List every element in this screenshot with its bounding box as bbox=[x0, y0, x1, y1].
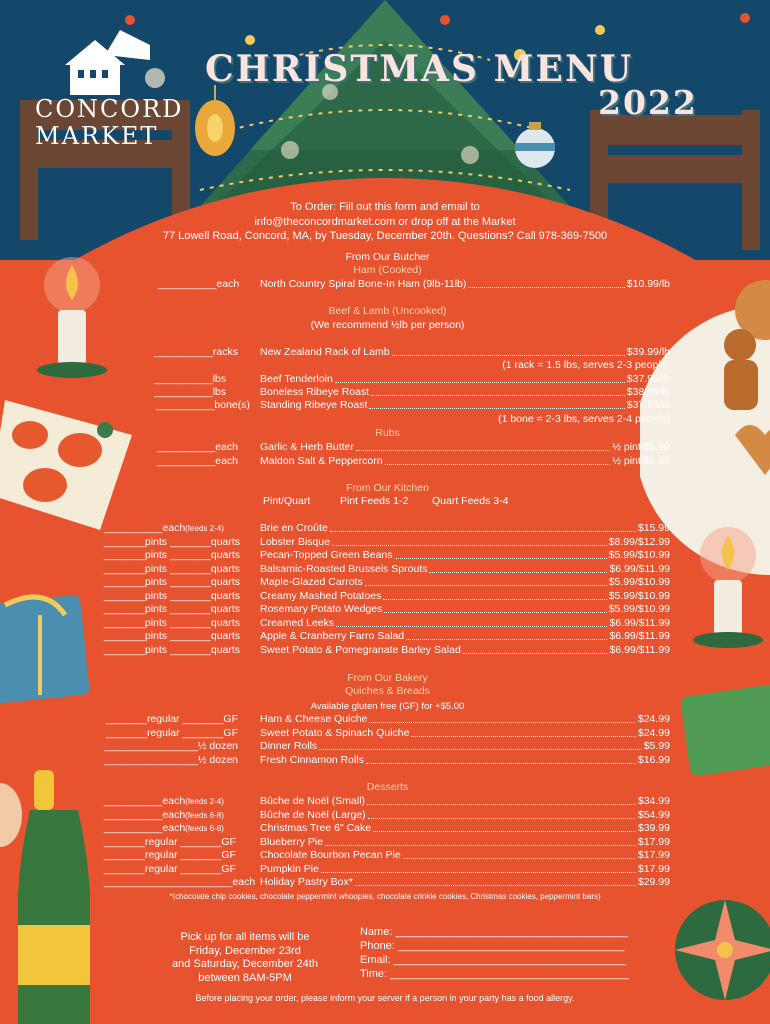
feeds-note: (feeds 2-4) bbox=[185, 524, 224, 533]
butcher-heading: From Our Butcher bbox=[345, 251, 430, 263]
kitchen-pint-quart-blank[interactable]: _______pints _______quarts bbox=[104, 589, 241, 602]
menu-year: 2022 bbox=[598, 83, 698, 122]
item-name: Holiday Pastry Box* bbox=[260, 876, 353, 888]
dot-leader bbox=[355, 876, 636, 886]
tenderloin-quantity-blank[interactable]: __________lbs bbox=[154, 373, 226, 385]
dot-leader bbox=[330, 522, 636, 532]
bone-note: (1 bone = 2-3 lbs, serves 2-4 people) bbox=[498, 413, 670, 425]
rubs-subheading: Rubs bbox=[375, 427, 400, 439]
item-price: $6.99/$11.99 bbox=[609, 630, 670, 642]
menu-item-ham bbox=[260, 278, 670, 291]
item-name: Chocolate Bourbon Pecan Pie bbox=[260, 849, 401, 861]
name-field[interactable]: Name: ______________________________________ bbox=[360, 926, 628, 938]
standing-ribeye-quantity-blank[interactable]: __________bone(s) bbox=[156, 399, 250, 411]
blank-text: __________each bbox=[104, 795, 186, 807]
item-price: $37.99/lb bbox=[626, 399, 670, 411]
item-name: Balsamic-Roasted Brussels Sprouts bbox=[260, 562, 428, 575]
item-name: Pumpkin Pie bbox=[260, 862, 319, 875]
dot-leader bbox=[406, 630, 607, 640]
item-name: Rosemary Potato Wedges bbox=[260, 603, 383, 615]
menu-item-dessert bbox=[260, 836, 670, 849]
item-name: Blueberry Pie bbox=[260, 835, 324, 848]
kitchen-pint-quart-blank[interactable]: _______pints _______quarts bbox=[104, 576, 241, 588]
gluten-free-note: Available gluten free (GF) for +$5.00 bbox=[310, 701, 465, 712]
kitchen-pint-quart-blank[interactable]: _______pints _______quarts bbox=[104, 630, 241, 642]
item-name: North Country Spiral Bone-In Ham (9lb-11lb) bbox=[260, 278, 467, 290]
item-price: $17.99 bbox=[637, 835, 670, 848]
time-field[interactable]: Time: _______________________________________ bbox=[360, 968, 629, 980]
dessert-quantity-blank[interactable] bbox=[104, 863, 236, 875]
dot-leader bbox=[429, 563, 607, 573]
candle-left-icon bbox=[37, 257, 107, 378]
dot-leader bbox=[319, 740, 642, 750]
beef-note: (We recommend ½lb per person) bbox=[310, 319, 465, 331]
bakery-quantity-blank[interactable]: _______regular _______GF bbox=[106, 713, 238, 725]
ornament-stripe-icon bbox=[515, 122, 555, 168]
quiches-subheading: Quiches & Breads bbox=[345, 685, 430, 697]
poinsettia-icon bbox=[675, 900, 770, 1000]
item-price: $38.99/lb bbox=[626, 386, 670, 398]
dot-leader bbox=[383, 590, 606, 600]
item-name: Brie en Croûte bbox=[260, 522, 328, 534]
blank-text: _______regular _______GF bbox=[104, 835, 236, 848]
feeds-note: (feeds 6-8) bbox=[185, 824, 224, 833]
blank-text: __________each bbox=[104, 808, 186, 821]
item-price: $6.99/$11.99 bbox=[609, 616, 670, 629]
beef-subheading: Beef & Lamb (Uncooked) bbox=[328, 305, 447, 317]
champagne-glass-icon bbox=[0, 783, 22, 847]
blank-text: __________each bbox=[104, 522, 186, 534]
menu-item-kitchen bbox=[260, 644, 670, 657]
item-price: $54.99 bbox=[637, 808, 670, 821]
dot-leader bbox=[369, 713, 635, 723]
item-price: $5.99/$10.99 bbox=[608, 589, 670, 602]
pickup-line-1: Pick up for all items will be bbox=[180, 931, 310, 943]
menu-item-dessert bbox=[260, 876, 670, 889]
dot-leader bbox=[336, 617, 607, 627]
menu-item-kitchen bbox=[260, 563, 670, 576]
item-name: Maple-Glazed Carrots bbox=[260, 576, 363, 588]
gift-box-green-icon bbox=[680, 683, 770, 776]
item-name: Pecan-Topped Green Beans bbox=[260, 549, 393, 561]
order-instructions bbox=[100, 200, 670, 244]
gift-box-blue-icon bbox=[0, 595, 90, 705]
kitchen-col-pint-quart: Pint/Quart bbox=[263, 495, 311, 507]
butter-quantity-blank[interactable]: __________each bbox=[156, 441, 238, 453]
ham-subheading: Ham (Cooked) bbox=[353, 264, 422, 276]
menu-item-kitchen bbox=[260, 617, 670, 630]
candle-right-icon bbox=[693, 527, 763, 648]
desserts-heading: Desserts bbox=[366, 781, 409, 793]
dot-leader bbox=[321, 863, 636, 873]
dessert-quantity-blank[interactable] bbox=[104, 795, 224, 807]
menu-item-bakery bbox=[260, 740, 670, 753]
item-price: $8.99/$12.99 bbox=[608, 535, 670, 548]
item-price: $24.99 bbox=[637, 713, 670, 725]
menu-item-lamb bbox=[260, 346, 670, 359]
kitchen-pint-quart-blank[interactable]: _______pints _______quarts bbox=[104, 643, 241, 656]
menu-title: CHRISTMAS MENU bbox=[205, 48, 634, 90]
customer-form bbox=[360, 925, 629, 981]
dessert-quantity-blank[interactable] bbox=[104, 822, 224, 834]
champagne-bottle-icon bbox=[18, 770, 90, 1024]
menu-item-kitchen bbox=[260, 630, 670, 643]
item-name: Bûche de Noël (Large) bbox=[260, 808, 366, 821]
item-price: $5.99/$10.99 bbox=[608, 576, 670, 588]
menu-item-dessert bbox=[260, 795, 670, 808]
item-name: Creamy Mashed Potatoes bbox=[260, 589, 382, 602]
dot-leader bbox=[395, 549, 607, 559]
kitchen-heading: From Our Kitchen bbox=[346, 482, 429, 494]
menu-item-maldon-salt bbox=[260, 455, 670, 468]
feeds-note: (feeds 6-8) bbox=[185, 810, 224, 820]
item-name: Creamed Leeks bbox=[260, 616, 335, 629]
item-name: Bûche de Noël (Small) bbox=[260, 795, 366, 807]
dot-leader bbox=[367, 795, 636, 805]
pickup-line-3: and Saturday, December 24th bbox=[172, 958, 318, 970]
logo-line-2: MARKET bbox=[35, 122, 159, 150]
item-name: Lobster Bisque bbox=[260, 535, 331, 548]
kitchen-pint-quart-blank[interactable]: _______pints _______quarts bbox=[104, 549, 241, 561]
item-price: $16.99 bbox=[637, 753, 670, 766]
dot-leader bbox=[366, 754, 636, 764]
item-price: ½ pint/$5.99 bbox=[612, 455, 670, 467]
item-price: ½ pint/$5.99 bbox=[612, 441, 670, 453]
kitchen-pint-quart-blank[interactable]: _______pints _______quarts bbox=[104, 603, 241, 615]
item-price: $29.99 bbox=[637, 876, 670, 888]
lamb-quantity-blank[interactable]: __________racks bbox=[154, 346, 238, 358]
dot-leader bbox=[403, 849, 636, 859]
menu-item-dessert bbox=[260, 822, 670, 835]
menu-item-kitchen bbox=[260, 590, 670, 603]
dessert-quantity-blank[interactable] bbox=[104, 809, 224, 821]
dot-leader bbox=[325, 836, 636, 846]
menu-item-dessert bbox=[260, 809, 670, 822]
menu-item-kitchen bbox=[260, 536, 670, 549]
pastry-box-footnote: *(chocolate chip cookies, chocolate peppermint whoopies, chocolate crinkle cookies, Christmas cookies, peppermint bars) bbox=[169, 892, 601, 901]
item-price: $24.99 bbox=[637, 726, 670, 739]
item-name: Garlic & Herb Butter bbox=[260, 441, 354, 453]
menu-item-kitchen bbox=[260, 603, 670, 616]
item-price: $37.99/lb bbox=[626, 373, 670, 385]
bakery-quantity-blank[interactable]: ________________½ dozen bbox=[104, 740, 238, 752]
dessert-quantity-blank[interactable] bbox=[104, 876, 255, 888]
allergy-footer: Before placing your order, please inform your server if a person in your party has a food allergy. bbox=[195, 993, 575, 1003]
ribeye-quantity-blank[interactable]: __________lbs bbox=[154, 386, 226, 398]
salt-quantity-blank[interactable]: __________each bbox=[156, 455, 238, 467]
bakery-quantity-blank[interactable]: _______regular _______GF bbox=[106, 726, 238, 739]
menu-item-kitchen bbox=[260, 522, 670, 535]
item-price: $15.99 bbox=[637, 522, 670, 534]
item-price: $5.99 bbox=[643, 740, 670, 752]
concord-market-logo-icon bbox=[65, 30, 150, 95]
dessert-quantity-blank[interactable] bbox=[104, 849, 236, 861]
blank-text: ______________________each bbox=[104, 876, 256, 888]
ham-quantity-blank[interactable]: __________each bbox=[158, 278, 240, 290]
ornament-gold-icon bbox=[195, 85, 235, 156]
food-tray-icon bbox=[0, 400, 132, 530]
pickup-line-4: between 8AM-5PM bbox=[198, 971, 292, 984]
menu-item-bakery bbox=[260, 754, 670, 767]
menu-item-kitchen bbox=[260, 549, 670, 562]
item-price: $17.99 bbox=[637, 849, 670, 861]
menu-item-bakery bbox=[260, 727, 670, 740]
item-name: Dinner Rolls bbox=[260, 740, 318, 752]
kitchen-pint-quart-blank[interactable]: _______pints _______quarts bbox=[104, 535, 241, 548]
menu-item-garlic-butter bbox=[260, 441, 670, 454]
item-name: Christmas Tree 6" Cake bbox=[260, 822, 372, 834]
kitchen-pint-quart-blank[interactable]: _______pints _______quarts bbox=[104, 562, 241, 575]
item-name: Sweet Potato & Pomegranate Barley Salad bbox=[260, 643, 461, 656]
item-price: $34.99 bbox=[637, 795, 670, 807]
item-price: $6.99/$11.99 bbox=[609, 643, 670, 656]
item-name: Beef Tenderloin bbox=[260, 373, 333, 385]
item-price: $17.99 bbox=[637, 862, 670, 875]
item-price: $39.99 bbox=[637, 822, 670, 834]
item-name: Standing Ribeye Roast bbox=[260, 399, 368, 411]
menu-item-tenderloin bbox=[260, 373, 670, 386]
blank-text: __________each bbox=[104, 822, 186, 834]
item-price: $5.99/$10.99 bbox=[608, 603, 670, 615]
dot-leader bbox=[332, 536, 607, 546]
menu-item-ribeye bbox=[260, 386, 670, 399]
lamb-note: (1 rack = 1.5 lbs, serves 2-3 people) bbox=[502, 359, 670, 371]
order-line-1: To Order: Fill out this form and email to bbox=[290, 201, 480, 213]
feeds-note: (feeds 2-4) bbox=[185, 797, 224, 806]
menu-item-standing-ribeye bbox=[260, 399, 670, 412]
item-name: Sweet Potato & Spinach Quiche bbox=[260, 726, 410, 739]
menu-item-kitchen bbox=[260, 576, 670, 589]
dessert-quantity-blank[interactable] bbox=[104, 836, 236, 848]
pickup-line-2: Friday, December 23rd bbox=[189, 944, 301, 957]
blank-text: _______regular _______GF bbox=[104, 849, 236, 861]
bakery-heading: From Our Bakery bbox=[347, 672, 428, 684]
dot-leader bbox=[365, 576, 607, 586]
item-name: Fresh Cinnamon Rolls bbox=[260, 753, 364, 766]
brie-quantity-blank[interactable] bbox=[104, 522, 224, 534]
item-name: New Zealand Rack of Lamb bbox=[260, 346, 390, 358]
item-price: $10.99/lb bbox=[626, 278, 670, 290]
email-field[interactable]: Email: ______________________________________ bbox=[360, 954, 627, 966]
menu-item-dessert bbox=[260, 849, 670, 862]
phone-field[interactable]: Phone: _____________________________________ bbox=[360, 940, 625, 952]
dot-leader bbox=[463, 644, 608, 654]
dot-leader bbox=[384, 603, 606, 613]
dot-leader bbox=[368, 809, 636, 819]
dot-leader bbox=[411, 727, 635, 737]
dot-leader bbox=[373, 822, 636, 832]
blank-text: _______regular _______GF bbox=[104, 862, 236, 875]
item-price: $6.99/$11.99 bbox=[609, 562, 670, 575]
menu-item-dessert bbox=[260, 863, 670, 876]
kitchen-col-pint-feeds: Pint Feeds 1-2 bbox=[340, 495, 409, 507]
order-line-3: 77 Lowell Road, Concord, MA, by Tuesday, December 20th. Questions? Call 978-369-7500 bbox=[162, 230, 608, 242]
bakery-quantity-blank[interactable]: ________________½ dozen bbox=[104, 753, 238, 766]
item-price: $5.99/$10.99 bbox=[608, 549, 670, 561]
pickup-info bbox=[160, 931, 330, 985]
item-name: Ham & Cheese Quiche bbox=[260, 713, 368, 725]
order-line-2: info@theconcordmarket.com or drop off at the Market bbox=[254, 215, 516, 228]
item-name: Maldon Salt & Peppercorn bbox=[260, 455, 383, 467]
item-name: Boneless Ribeye Roast bbox=[260, 386, 370, 398]
kitchen-col-quart-feeds: Quart Feeds 3-4 bbox=[432, 495, 509, 507]
item-price: $39.99/lb bbox=[626, 346, 670, 358]
item-name: Apple & Cranberry Farro Salad bbox=[260, 630, 405, 642]
kitchen-pint-quart-blank[interactable]: _______pints _______quarts bbox=[104, 616, 241, 629]
menu-item-bakery bbox=[260, 713, 670, 726]
logo-line-1: CONCORD bbox=[35, 95, 184, 123]
